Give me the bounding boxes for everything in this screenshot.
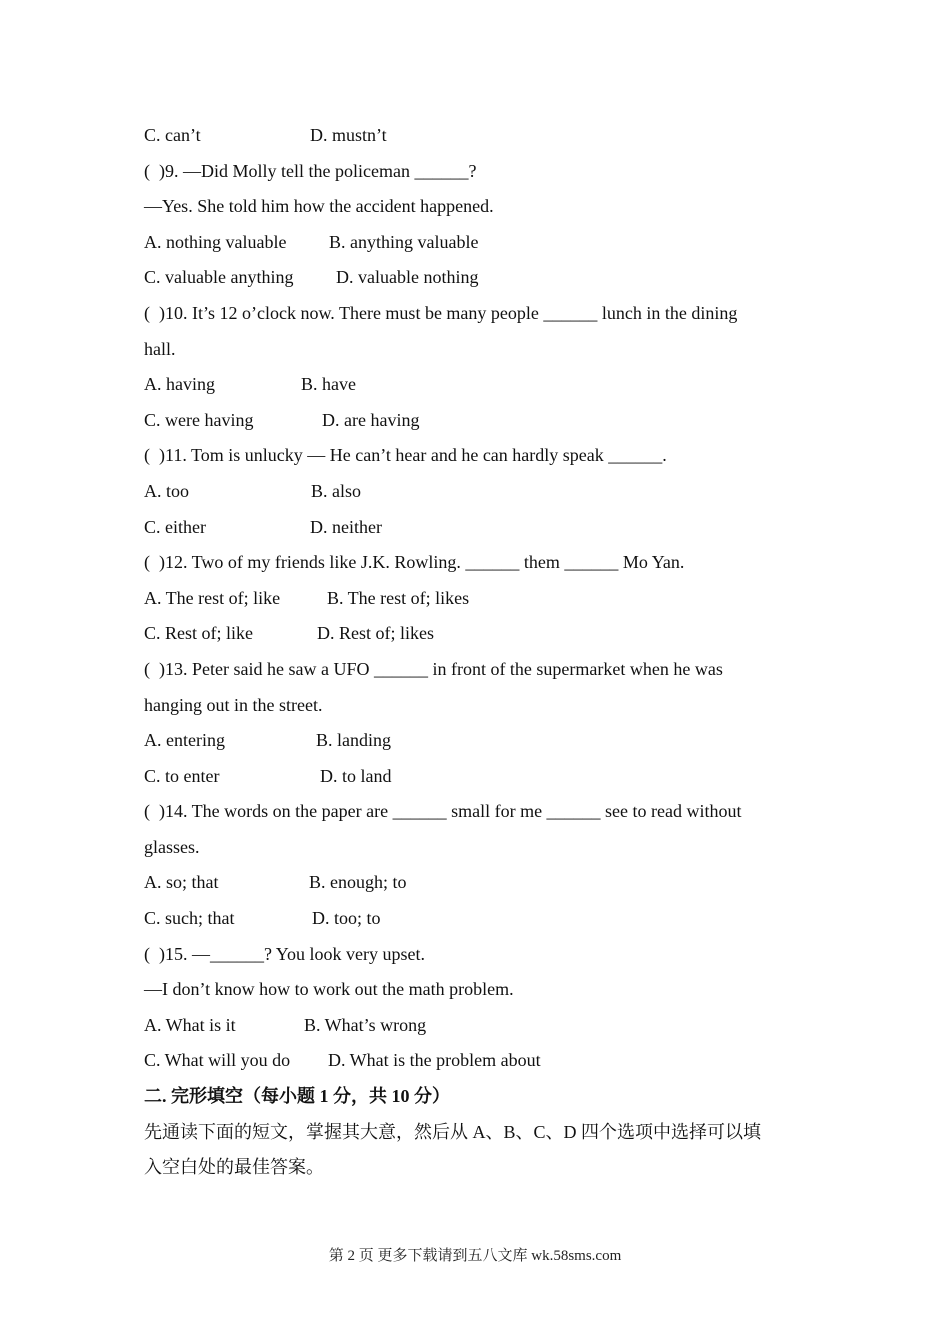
q10-options-cd bbox=[144, 403, 814, 439]
section-2-instructions-line2: 入空白处的最佳答案。 bbox=[144, 1157, 324, 1178]
q14-options-cd bbox=[144, 901, 814, 937]
q15-stem: ( )15. —______? You look very upset. bbox=[144, 943, 425, 964]
q12-options-cd bbox=[144, 616, 814, 652]
q8-option-c: C. can’t bbox=[144, 125, 201, 145]
q13-options-ab bbox=[144, 723, 814, 759]
q12-option-a: A. The rest of; like bbox=[144, 587, 281, 608]
q14-option-d: D. too; to bbox=[312, 908, 381, 929]
q10-option-d: D. are having bbox=[322, 409, 420, 430]
q13-option-a: A. entering bbox=[144, 730, 225, 751]
q15-option-d: D. What is the problem about bbox=[328, 1050, 541, 1071]
page-footer: 第 2 页 更多下载请到五八文库 wk.58sms.com bbox=[328, 1248, 622, 1264]
q13-stem-line2: hanging out in the street. bbox=[144, 694, 323, 715]
page-content bbox=[144, 118, 814, 1186]
q12-option-b: B. The rest of; likes bbox=[327, 587, 470, 608]
q11-options-cd bbox=[144, 510, 814, 546]
q9-option-c: C. valuable anything bbox=[144, 267, 294, 288]
q12-options-ab bbox=[144, 581, 814, 617]
q11-option-d: D. neither bbox=[310, 516, 382, 537]
q9-option-b: B. anything valuable bbox=[329, 231, 479, 252]
q14-options-ab bbox=[144, 865, 814, 901]
q9-stem: ( )9. —Did Molly tell the policeman ______? bbox=[144, 160, 477, 181]
q15-options-cd bbox=[144, 1043, 814, 1079]
q15-options-ab bbox=[144, 1008, 814, 1044]
q14-option-c: C. such; that bbox=[144, 908, 235, 929]
q8-option-d: D. mustn’t bbox=[310, 125, 387, 145]
q11-options-ab bbox=[144, 474, 814, 510]
section-2-heading: 二. 完形填空（每小题 1 分，共 10 分） bbox=[144, 1086, 450, 1107]
q11-option-c: C. either bbox=[144, 516, 206, 537]
q10-option-b: B. have bbox=[301, 374, 356, 395]
q14-stem-line1: ( )14. The words on the paper are ______ small for me ______ see to read without bbox=[144, 801, 742, 822]
q9-option-d: D. valuable nothing bbox=[336, 267, 479, 288]
q9-options-ab bbox=[144, 225, 814, 261]
q13-stem-line1: ( )13. Peter said he saw a UFO ______ in front of the supermarket when he was bbox=[144, 658, 723, 679]
q12-option-c: C. Rest of; like bbox=[144, 623, 253, 644]
q12-option-d: D. Rest of; likes bbox=[317, 623, 434, 644]
q11-stem: ( )11. Tom is unlucky — He can’t hear and he can hardly speak ______. bbox=[144, 445, 667, 466]
q10-stem-line1: ( )10. It’s 12 o’clock now. There must be many people ______ lunch in the dining bbox=[144, 302, 738, 323]
q12-stem: ( )12. Two of my friends like J.K. Rowling. ______ them ______ Mo Yan. bbox=[144, 552, 685, 573]
q9-option-a: A. nothing valuable bbox=[144, 231, 287, 252]
q9-reply: —Yes. She told him how the accident happened. bbox=[144, 196, 494, 217]
q14-option-a: A. so; that bbox=[144, 872, 219, 893]
q15-option-c: C. What will you do bbox=[144, 1050, 291, 1071]
q9-options-cd bbox=[144, 260, 814, 296]
q11-option-a: A. too bbox=[144, 480, 189, 501]
section-2-instructions-line1: 先通读下面的短文，掌握其大意，然后从 A、B、C、D 四个选项中选择可以填 bbox=[144, 1121, 762, 1142]
q10-option-a: A. having bbox=[144, 374, 215, 395]
q11-option-b: B. also bbox=[311, 480, 362, 501]
q13-option-c: C. to enter bbox=[144, 765, 220, 786]
q13-option-b: B. landing bbox=[316, 730, 391, 751]
q10-options-ab bbox=[144, 367, 814, 403]
q15-option-b: B. What’s wrong bbox=[304, 1014, 427, 1035]
q10-stem-line2: hall. bbox=[144, 338, 176, 359]
q15-option-a: A. What is it bbox=[144, 1014, 236, 1035]
q8-options-cd bbox=[144, 118, 814, 154]
q15-reply: —I don’t know how to work out the math problem. bbox=[144, 979, 514, 1000]
q10-option-c: C. were having bbox=[144, 409, 254, 430]
q14-option-b: B. enough; to bbox=[309, 872, 407, 893]
q14-stem-line2: glasses. bbox=[144, 836, 200, 857]
q13-option-d: D. to land bbox=[320, 765, 392, 786]
q13-options-cd bbox=[144, 759, 814, 795]
